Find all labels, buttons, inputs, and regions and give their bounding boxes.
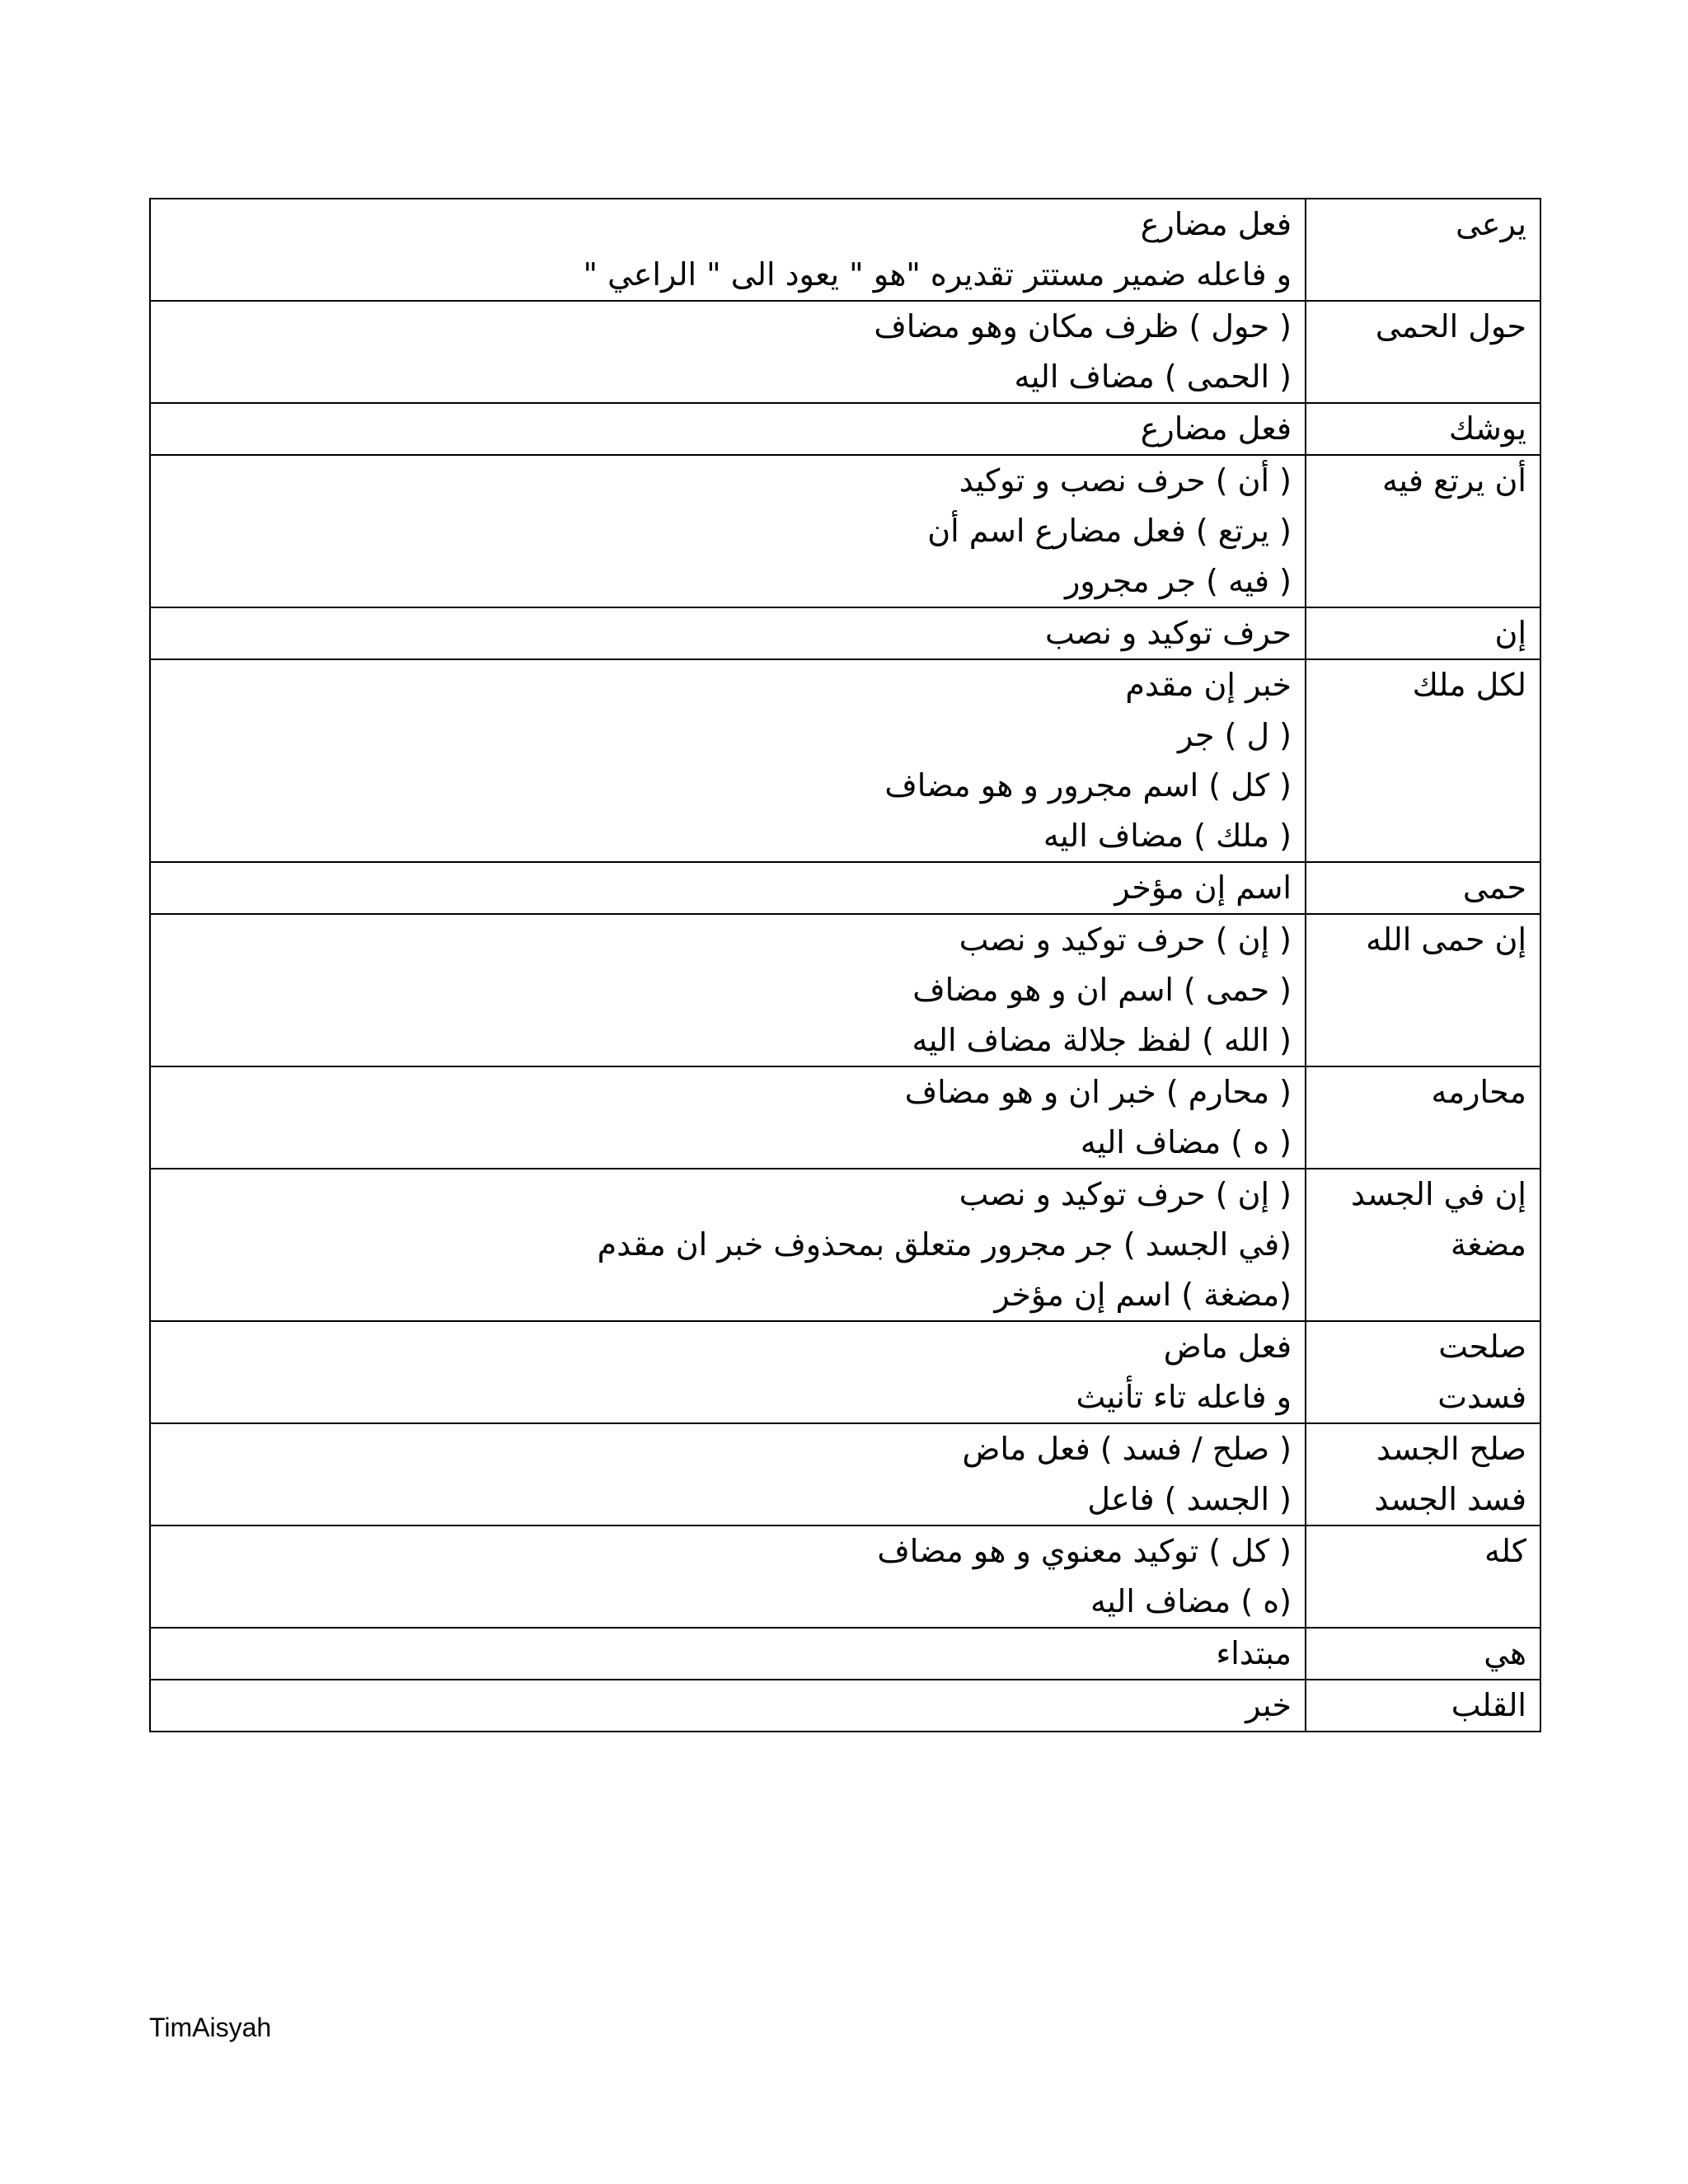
word-text: إن في الجسد [1351,1176,1526,1212]
analysis-cell [150,455,1306,607]
table-row [150,199,1540,301]
table-row [150,455,1540,607]
word-cell [1306,1680,1540,1732]
table-row [150,862,1540,914]
word-text: إن [1494,615,1526,651]
analysis-line: ( ملك ) مضاف اليه [1043,818,1292,854]
analysis-cell [150,301,1306,403]
analysis-line: و فاعله ضمير مستتر تقديره "هو " يعود الى " الراعي " [583,256,1292,293]
table-row [150,1628,1540,1680]
analysis-line: ( ه ) مضاف اليه [1080,1124,1292,1160]
analysis-cell [150,659,1306,862]
analysis-line: و فاعله تاء تأنيث [1076,1379,1292,1415]
table-row [150,1066,1540,1169]
table-row [150,1423,1540,1526]
analysis-cell [150,1169,1306,1321]
analysis-cell [150,1526,1306,1628]
analysis-line: ( كل ) اسم مجرور و هو مضاف [884,767,1292,804]
word-text: إن حمى الله [1366,921,1526,958]
analysis-line: ( محارم ) خبر ان و هو مضاف [904,1074,1292,1110]
table-row [150,301,1540,403]
analysis-line: ( الجسد ) فاعل [1087,1481,1292,1517]
word-cell [1306,1526,1540,1628]
analysis-line: ( حمى ) اسم ان و هو مضاف [912,972,1292,1008]
analysis-line: حرف توكيد و نصب [1045,615,1292,651]
word-text: حمى [1462,869,1526,906]
word-cell [1306,659,1540,862]
table-row [150,1169,1540,1321]
analysis-line: ( صلح / فسد ) فعل ماض [962,1431,1292,1467]
analysis-cell [150,914,1306,1066]
word-cell [1306,301,1540,403]
word-cell [1306,607,1540,659]
word-cell [1306,455,1540,607]
analysis-line: ( إن ) حرف توكيد و نصب [959,921,1292,958]
word-text: محارمه [1431,1074,1526,1110]
word-text: القلب [1451,1687,1526,1723]
analysis-line: (في الجسد ) جر مجرور متعلق بمحذوف خبر ان مقدم [597,1226,1292,1263]
analysis-cell [150,1628,1306,1680]
word-cell [1306,1066,1540,1169]
table-row [150,1321,1540,1423]
analysis-cell [150,1321,1306,1423]
word-text: أن يرتع فيه [1382,462,1526,499]
word-cell [1306,199,1540,301]
analysis-line: ( حول ) ظرف مكان وهو مضاف [874,308,1292,344]
word-cell [1306,1423,1540,1526]
analysis-line: ( أن ) حرف نصب و توكيد [959,462,1292,499]
analysis-line: ( الله ) لفظ جلالة مضاف اليه [912,1022,1292,1058]
footer-author: TimAisyah [149,2013,272,2042]
word-text: صلحت [1438,1329,1526,1365]
analysis-line: ( يرتع ) فعل مضارع اسم أن [927,513,1292,549]
table-row [150,914,1540,1066]
analysis-line: خبر [1245,1687,1292,1723]
analysis-cell [150,199,1306,301]
word-text: حول الحمى [1375,308,1526,344]
analysis-line: فعل مضارع [1140,410,1292,447]
word-text: فسد الجسد [1374,1481,1526,1517]
analysis-line: ( ل ) جر [1178,717,1292,753]
analysis-line: ( إن ) حرف توكيد و نصب [959,1176,1292,1212]
analysis-line: (ه ) مضاف اليه [1090,1583,1292,1619]
table-row [150,403,1540,455]
analysis-line: مبتداء [1216,1635,1292,1671]
word-cell [1306,403,1540,455]
irab-table [149,198,1541,1732]
word-cell [1306,914,1540,1066]
analysis-line: خبر إن مقدم [1125,667,1292,703]
word-text: هي [1484,1635,1526,1671]
analysis-cell [150,1680,1306,1732]
word-cell [1306,1628,1540,1680]
table-row [150,607,1540,659]
irab-table-body [150,199,1540,1732]
analysis-line: اسم إن مؤخر [1114,869,1292,906]
analysis-cell [150,403,1306,455]
analysis-line: فعل ماض [1163,1329,1292,1365]
word-text: يوشك [1448,410,1526,447]
word-cell [1306,1321,1540,1423]
table-row [150,659,1540,862]
word-text: لكل ملك [1412,667,1526,703]
analysis-cell [150,862,1306,914]
word-text: مضغة [1450,1226,1526,1263]
analysis-line: فعل مضارع [1140,206,1292,242]
analysis-line: (مضغة ) اسم إن مؤخر [994,1277,1292,1313]
word-text: كله [1484,1533,1526,1569]
table-row [150,1526,1540,1628]
word-text: فسدت [1437,1379,1526,1415]
word-text: صلح الجسد [1376,1431,1526,1467]
analysis-cell [150,1423,1306,1526]
word-cell [1306,862,1540,914]
word-text: يرعى [1456,206,1526,242]
word-cell [1306,1169,1540,1321]
analysis-cell [150,607,1306,659]
analysis-line: ( الحمى ) مضاف اليه [1014,359,1292,395]
analysis-line: ( فيه ) جر مجرور [1065,563,1292,599]
table-row [150,1680,1540,1732]
analysis-line: ( كل ) توكيد معنوي و هو مضاف [877,1533,1292,1569]
analysis-cell [150,1066,1306,1169]
